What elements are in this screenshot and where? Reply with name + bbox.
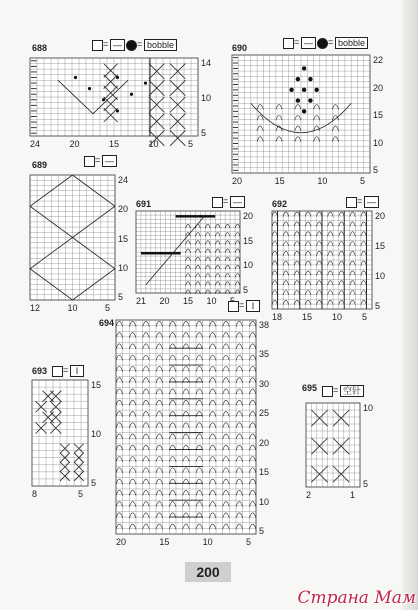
row-label-689-3: 10 — [118, 262, 129, 273]
legend-equals-688-1: = — [137, 39, 143, 49]
legend-symbol-689-0: — — [102, 155, 117, 167]
row-label-693-0: 15 — [91, 380, 102, 390]
legend-symbol-695-0: 空针 — [340, 385, 364, 397]
row-label-690-1: 20 — [373, 82, 384, 93]
col-label-688-4: 5 — [188, 139, 194, 149]
col-label-690-3: 5 — [360, 176, 366, 186]
legend-equals-689-0: = — [95, 155, 101, 165]
page-number: 200 — [185, 562, 231, 582]
row-label-694-5: 15 — [259, 467, 270, 478]
legend-symbol-693-0: I — [70, 365, 84, 377]
row-label-688-1: 10 — [201, 93, 212, 103]
row-label-694-4: 20 — [259, 437, 270, 448]
legend-equals-695-0: = — [333, 385, 339, 395]
legend-equals-688-0: = — [103, 39, 109, 49]
legend-equals-691-0: = — [223, 196, 229, 206]
row-label-694-1: 35 — [259, 349, 270, 360]
legend-equals-694-0: = — [239, 300, 245, 310]
row-label-694-6: 10 — [259, 496, 270, 507]
row-label-689-2: 15 — [118, 233, 129, 244]
chart-number-688: 688 — [32, 43, 48, 53]
legend-equals-690-1: = — [328, 37, 334, 47]
legend-box-690-1 — [317, 38, 328, 49]
chart-694-grid — [116, 320, 256, 534]
col-label-693-1: 5 — [78, 489, 84, 499]
chart-691-grid — [136, 211, 240, 293]
row-label-695-1: 5 — [363, 479, 369, 489]
col-label-691-3: 10 — [206, 296, 217, 306]
legend-box-692-0 — [346, 197, 357, 208]
col-label-692-1: 15 — [302, 312, 313, 322]
col-label-693-0: 8 — [32, 489, 38, 499]
page-binding-shadow — [402, 0, 418, 610]
col-label-695-1: 1 — [350, 490, 356, 500]
col-label-692-3: 5 — [362, 312, 368, 322]
row-label-691-1: 15 — [243, 235, 254, 246]
row-label-691-0: 20 — [243, 211, 254, 221]
legend-box-693-0 — [52, 366, 63, 377]
legend-box-689-0 — [84, 156, 95, 167]
row-label-691-2: 10 — [243, 260, 254, 271]
row-label-694-2: 30 — [259, 378, 270, 389]
row-label-694-7: 5 — [259, 526, 265, 536]
row-label-690-2: 15 — [373, 110, 384, 120]
col-label-691-0: 21 — [136, 296, 147, 306]
legend-box-694-0 — [228, 301, 239, 312]
chart-number-694: 694 — [99, 318, 115, 328]
col-label-692-2: 10 — [332, 312, 343, 322]
legend-box-688-0 — [92, 40, 103, 51]
row-label-689-0: 24 — [118, 175, 129, 185]
col-label-690-1: 15 — [274, 176, 285, 186]
chart-number-689: 689 — [32, 160, 48, 170]
legend-equals-692-0: = — [357, 196, 363, 206]
legend-box-691-0 — [212, 197, 223, 208]
row-label-688-2: 5 — [201, 128, 207, 138]
col-label-694-3: 5 — [246, 537, 252, 547]
col-label-689-0: 12 — [30, 303, 41, 313]
legend-box-688-1 — [126, 40, 137, 51]
row-label-691-3: 5 — [243, 285, 249, 295]
row-label-689-1: 20 — [118, 204, 129, 215]
row-label-689-4: 5 — [118, 292, 124, 302]
legend-symbol-690-0: — — [301, 37, 316, 49]
chart-number-691: 691 — [136, 199, 152, 209]
chart-number-690: 690 — [232, 43, 248, 53]
legend-box-690-0 — [283, 38, 294, 49]
row-label-692-1: 15 — [375, 241, 386, 251]
col-label-694-0: 20 — [116, 537, 127, 547]
legend-symbol-694-0: I — [246, 300, 260, 312]
row-label-692-2: 10 — [375, 271, 386, 281]
col-label-688-1: 20 — [69, 139, 80, 149]
row-label-693-1: 10 — [91, 429, 102, 439]
chart-689-grid — [30, 175, 115, 300]
legend-symbol-691-0: — — [230, 196, 245, 208]
row-label-692-0: 20 — [375, 211, 386, 221]
legend-box-695-0 — [322, 386, 333, 397]
chart-690-grid — [232, 55, 370, 173]
chart-688-grid — [30, 58, 198, 136]
legend-symbol-692-0: — — [364, 196, 379, 208]
col-label-688-2: 15 — [109, 139, 120, 149]
row-label-694-0: 38 — [259, 320, 270, 330]
legend-symbol-688-1: bobble — [144, 39, 177, 51]
legend-symbol-690-1: bobble — [335, 37, 368, 49]
chart-number-692: 692 — [272, 199, 288, 209]
row-label-688-0: 14 — [201, 58, 212, 68]
row-label-694-3: 25 — [259, 408, 270, 419]
col-label-691-1: 20 — [159, 296, 170, 306]
chart-number-693: 693 — [32, 366, 48, 376]
row-label-690-3: 10 — [373, 137, 384, 148]
row-label-695-0: 10 — [363, 403, 374, 413]
col-label-691-2: 15 — [183, 296, 194, 306]
row-label-690-4: 5 — [373, 165, 379, 175]
col-label-694-2: 10 — [202, 537, 213, 547]
chart-695-grid — [306, 403, 360, 487]
col-label-690-0: 20 — [232, 176, 243, 186]
row-label-692-3: 5 — [375, 301, 381, 311]
legend-equals-690-0: = — [294, 37, 300, 47]
row-label-693-2: 5 — [91, 478, 97, 488]
chart-692-grid — [272, 211, 372, 309]
col-label-688-0: 24 — [30, 139, 41, 149]
col-label-692-0: 18 — [272, 312, 283, 322]
col-label-688-3: 10 — [148, 139, 159, 149]
legend-equals-693-0: = — [63, 365, 69, 375]
chart-number-695: 695 — [302, 383, 318, 393]
row-label-690-0: 22 — [373, 55, 384, 65]
col-label-695-0: 2 — [306, 490, 312, 500]
col-label-690-2: 10 — [317, 176, 328, 186]
chart-693-grid — [32, 380, 88, 486]
col-label-694-1: 15 — [159, 537, 170, 547]
watermark-logo: Страна Мам — [297, 588, 416, 608]
legend-symbol-688-0: — — [110, 39, 125, 51]
col-label-689-1: 10 — [67, 303, 78, 313]
col-label-689-2: 5 — [105, 303, 111, 313]
